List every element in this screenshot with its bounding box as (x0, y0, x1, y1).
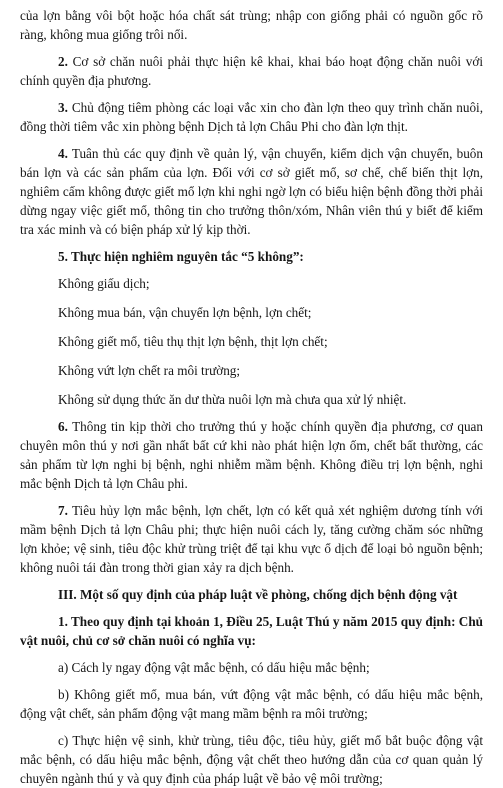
section-heading (20, 585, 483, 604)
obligation-c (20, 731, 483, 788)
rule-text: Không giấu dịch; (58, 276, 150, 291)
item-6-paragraph (20, 417, 483, 493)
item-number: 3. (58, 100, 68, 115)
item-2-paragraph (20, 52, 483, 90)
paragraph-text: Tuân thủ các quy định về quản lý, vận chuyển, kiểm dịch vận chuyển, buôn bán lợn và các sản phẩm của lợn. Đối với cơ sở giết mổ, sơ chế, chế biến thịt lợn, nghiêm cấm không được giết mổ lợn khi nghi ngờ lợn có biểu hiện bệnh đồng thời phải dừng ngay việc giết mổ, thông tin cho trưởng thôn/xóm, Nhân viên thú y biết để kiểm tra xác minh và có biện pháp xử lý kịp thời. (20, 146, 483, 237)
heading-text: 1. Theo quy định tại khoản 1, Điều 25, Luật Thú y năm 2015 quy định: Chủ vật nuôi, chủ cơ sở chăn nuôi có nghĩa vụ: (20, 614, 483, 648)
rule-text: Không giết mổ, tiêu thụ thịt lợn bệnh, thịt lợn chết; (58, 334, 328, 349)
item-3-paragraph (20, 98, 483, 136)
paragraph-text: Thông tin kịp thời cho trưởng thú y hoặc chính quyền địa phương, cơ quan chuyên môn thú y nơi gần nhất bất cứ khi nào phát hiện lợn ốm, chết bất thường, các sản phẩm từ lợn nghi bị bệnh, nghi nhiễm mầm bệnh. Không điều trị lợn bệnh, nghi mắc bệnh Dịch tả lợn Châu phi. (20, 419, 483, 491)
rule-text: Không mua bán, vận chuyển lợn bệnh, lợn chết; (58, 305, 312, 320)
paragraph-text: b) Không giết mổ, mua bán, vứt động vật mắc bệnh, có dấu hiệu mắc bệnh, động vật chết, sản phẩm động vật mang mầm bệnh ra môi trường; (20, 687, 483, 721)
rule-item (20, 274, 483, 293)
paragraph-text: của lợn bằng vôi bột hoặc hóa chất sát trùng; nhập con giống phải có nguồn gốc rõ ràng, không mua giống trôi nổi. (20, 8, 483, 42)
paragraph-text: Cơ sở chăn nuôi phải thực hiện kê khai, khai báo hoạt động chăn nuôi với chính quyền địa phương. (20, 54, 483, 88)
item-number: 4. (58, 146, 68, 161)
paragraph-text: Chủ động tiêm phòng các loại vắc xin cho đàn lợn theo quy trình chăn nuôi, đồng thời tiêm vắc xin phòng bệnh Dịch tả lợn Châu Phi cho đàn lợn thịt. (20, 100, 483, 134)
heading-text: 5. Thực hiện nghiêm nguyên tắc “5 không”: (58, 249, 304, 264)
five-no-heading (20, 247, 483, 266)
rule-item (20, 361, 483, 380)
item-4-paragraph (20, 144, 483, 239)
item-number: 7. (58, 503, 68, 518)
item-number: 6. (58, 419, 68, 434)
obligation-a (20, 658, 483, 677)
item-7-paragraph (20, 501, 483, 577)
obligation-b (20, 685, 483, 723)
heading-text: III. Một số quy định của pháp luật về phòng, chống dịch bệnh động vật (58, 587, 458, 602)
paragraph-text: a) Cách ly ngay động vật mắc bệnh, có dấu hiệu mắc bệnh; (58, 660, 370, 675)
item-number: 2. (58, 54, 68, 69)
rule-text: Không vứt lợn chết ra môi trường; (58, 363, 241, 378)
rule-item (20, 390, 483, 409)
paragraph-text: Tiêu hủy lợn mắc bệnh, lợn chết, lợn có kết quả xét nghiệm dương tính với mầm bệnh Dịch tả lợn Châu phi; thực hiện nuôi cách ly, tăng cường chăm sóc những lợn khỏe; vệ sinh, tiêu độc khử trùng triệt để tại khu vực ổ dịch để loại bỏ nguồn bệnh; không nuôi tái đàn trong thời gian xảy ra dịch bệnh. (20, 503, 483, 575)
rule-item (20, 303, 483, 322)
rule-text: Không sử dụng thức ăn dư thừa nuôi lợn mà chưa qua xử lý nhiệt. (58, 392, 407, 407)
rule-item (20, 332, 483, 351)
paragraph-continuation (20, 6, 483, 44)
subsection-heading (20, 612, 483, 650)
paragraph-text: c) Thực hiện vệ sinh, khử trùng, tiêu độc, tiêu hủy, giết mổ bắt buộc động vật mắc bệnh, có dấu hiệu mắc bệnh, động vật chết theo hướng dẫn của cơ quan quản lý chuyên ngành thú y và quy định của pháp luật về bảo vệ môi trường; (20, 733, 483, 786)
